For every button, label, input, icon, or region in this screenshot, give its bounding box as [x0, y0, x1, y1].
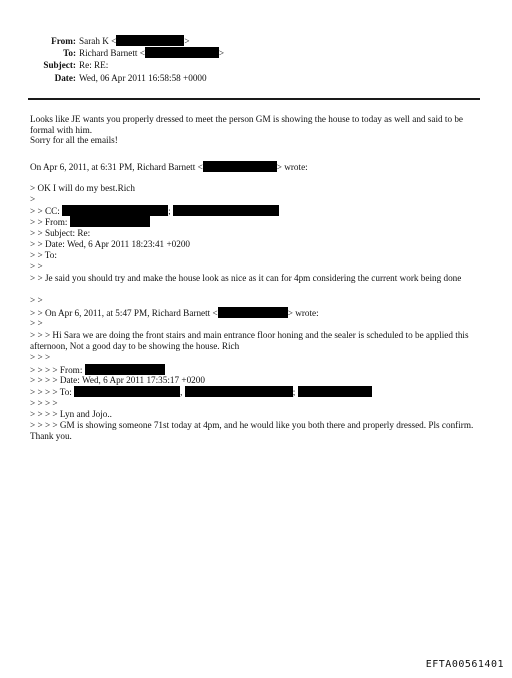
redaction-box — [145, 47, 219, 58]
quote-line: > — [30, 194, 36, 204]
quote-from-line: > > > > From: — [30, 364, 165, 376]
header-from-row — [0, 35, 190, 47]
to-value: Richard Barnett < — [79, 48, 145, 58]
quote-line: > > To: — [30, 250, 57, 260]
to-tail: > — [218, 48, 225, 58]
document-id: EFTA00561401 — [425, 659, 504, 670]
quote-line: > > > — [30, 352, 51, 362]
body-paragraph-2: Sorry for all the emails! — [30, 135, 118, 145]
quote-line: > > — [30, 261, 43, 271]
to-label: To: — [63, 48, 76, 58]
redaction-box — [203, 161, 277, 172]
header-subject-row — [0, 60, 108, 71]
subject-value: Re: RE: — [79, 60, 109, 70]
quote-line: > > > > — [30, 398, 58, 408]
body-paragraph-1: Looks like JE wants you properly dressed to meet the person GM is showing the house to today as well and said to be formal with him. — [30, 114, 464, 135]
header-date-row — [0, 73, 207, 84]
from-label: From: — [51, 36, 76, 46]
header-divider — [28, 98, 480, 100]
redaction-box — [185, 386, 293, 397]
redaction-box — [116, 35, 184, 46]
quote-to-line: > > > > To: , ; — [30, 386, 372, 398]
quote-line: > > — [30, 295, 43, 305]
redaction-box — [70, 216, 150, 227]
quote-line: > > > > GM is showing someone 71st today at 4pm, and he would like you both there and properly dressed. Pls confirm. Thank you. — [30, 420, 474, 441]
redaction-box — [173, 205, 279, 216]
quote-line: > > Subject: Re: — [30, 228, 91, 238]
redaction-box — [298, 386, 372, 397]
subject-label: Subject: — [43, 60, 76, 70]
quote-line: > > > > Date: Wed, 6 Apr 2011 17:35:17 +0200 — [30, 375, 205, 385]
quote-intro-2: > > On Apr 6, 2011, at 5:47 PM, Richard Barnett < > wrote: — [30, 308, 319, 318]
redaction-box — [218, 307, 288, 318]
from-value: Sarah K < — [79, 36, 117, 46]
quote-line: > > > > Lyn and Jojo.. — [30, 409, 112, 419]
quote-line: > > Je said you should try and make the house look as nice as it can for 4pm considering the current work being done — [30, 273, 462, 283]
date-value: Wed, 06 Apr 2011 16:58:58 +0000 — [79, 73, 207, 83]
quote-line: > OK I will do my best.Rich — [30, 183, 135, 193]
quote-line: > > Date: Wed, 6 Apr 2011 18:23:41 +0200 — [30, 239, 191, 249]
from-tail: > — [184, 36, 190, 46]
quote-line: > > — [30, 318, 43, 328]
redaction-box — [74, 386, 180, 397]
redaction-box — [85, 364, 165, 375]
redaction-box — [62, 205, 168, 216]
quote-cc-line: > > CC: ; — [30, 205, 279, 217]
date-label: Date: — [54, 73, 76, 83]
quote-from-line: > > From: — [30, 216, 150, 228]
quote-line: > > > Hi Sara we are doing the front stairs and main entrance floor honing and the sealer is scheduled to be applied this afternoon, Not a good day to be showing the house. Rich — [30, 330, 469, 351]
quote-intro-1: On Apr 6, 2011, at 6:31 PM, Richard Barnett < > wrote: — [30, 162, 308, 172]
header-to-row — [0, 47, 224, 59]
